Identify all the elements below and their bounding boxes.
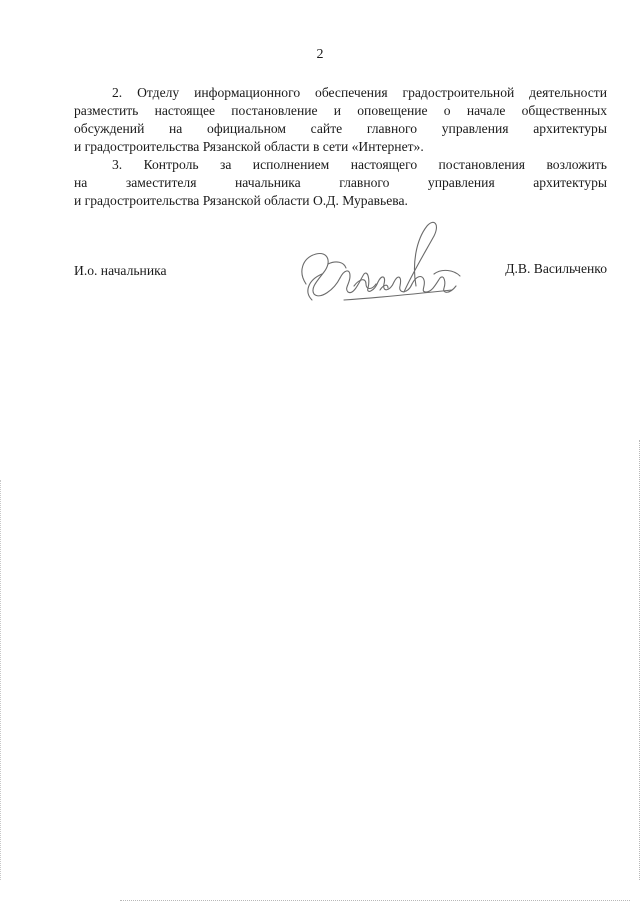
paragraph-2-line-3: обсуждений на официальном сайте главного управления архитектуры <box>74 121 607 136</box>
handwritten-signature <box>284 214 474 309</box>
page-number: 2 <box>316 47 324 62</box>
scan-edge-bottom <box>120 899 630 901</box>
signer-name: Д.В. Васильченко <box>505 261 607 276</box>
paragraph-2 <box>74 84 607 156</box>
paragraph-3-line-1: 3. Контроль за исполнением настоящего постановления возложить <box>112 157 607 172</box>
paragraph-2-line-2: разместить настоящее постановление и оповещение о начале общественных <box>74 103 607 118</box>
scan-edge-left <box>0 480 2 880</box>
document-body <box>74 84 607 210</box>
paragraph-3-line-3: и градостроительства Рязанской области О.Д. Муравьева. <box>74 193 408 208</box>
paragraph-2-line-1: 2. Отделу информационного обеспечения градостроительной деятельности <box>112 85 607 100</box>
paragraph-3-line-2: на заместителя начальника главного управления архитектуры <box>74 175 607 190</box>
paragraph-2-line-4: и градостроительства Рязанской области в сети «Интернет». <box>74 139 424 154</box>
signer-title: И.о. начальника <box>74 263 167 278</box>
paragraph-3 <box>74 156 607 210</box>
